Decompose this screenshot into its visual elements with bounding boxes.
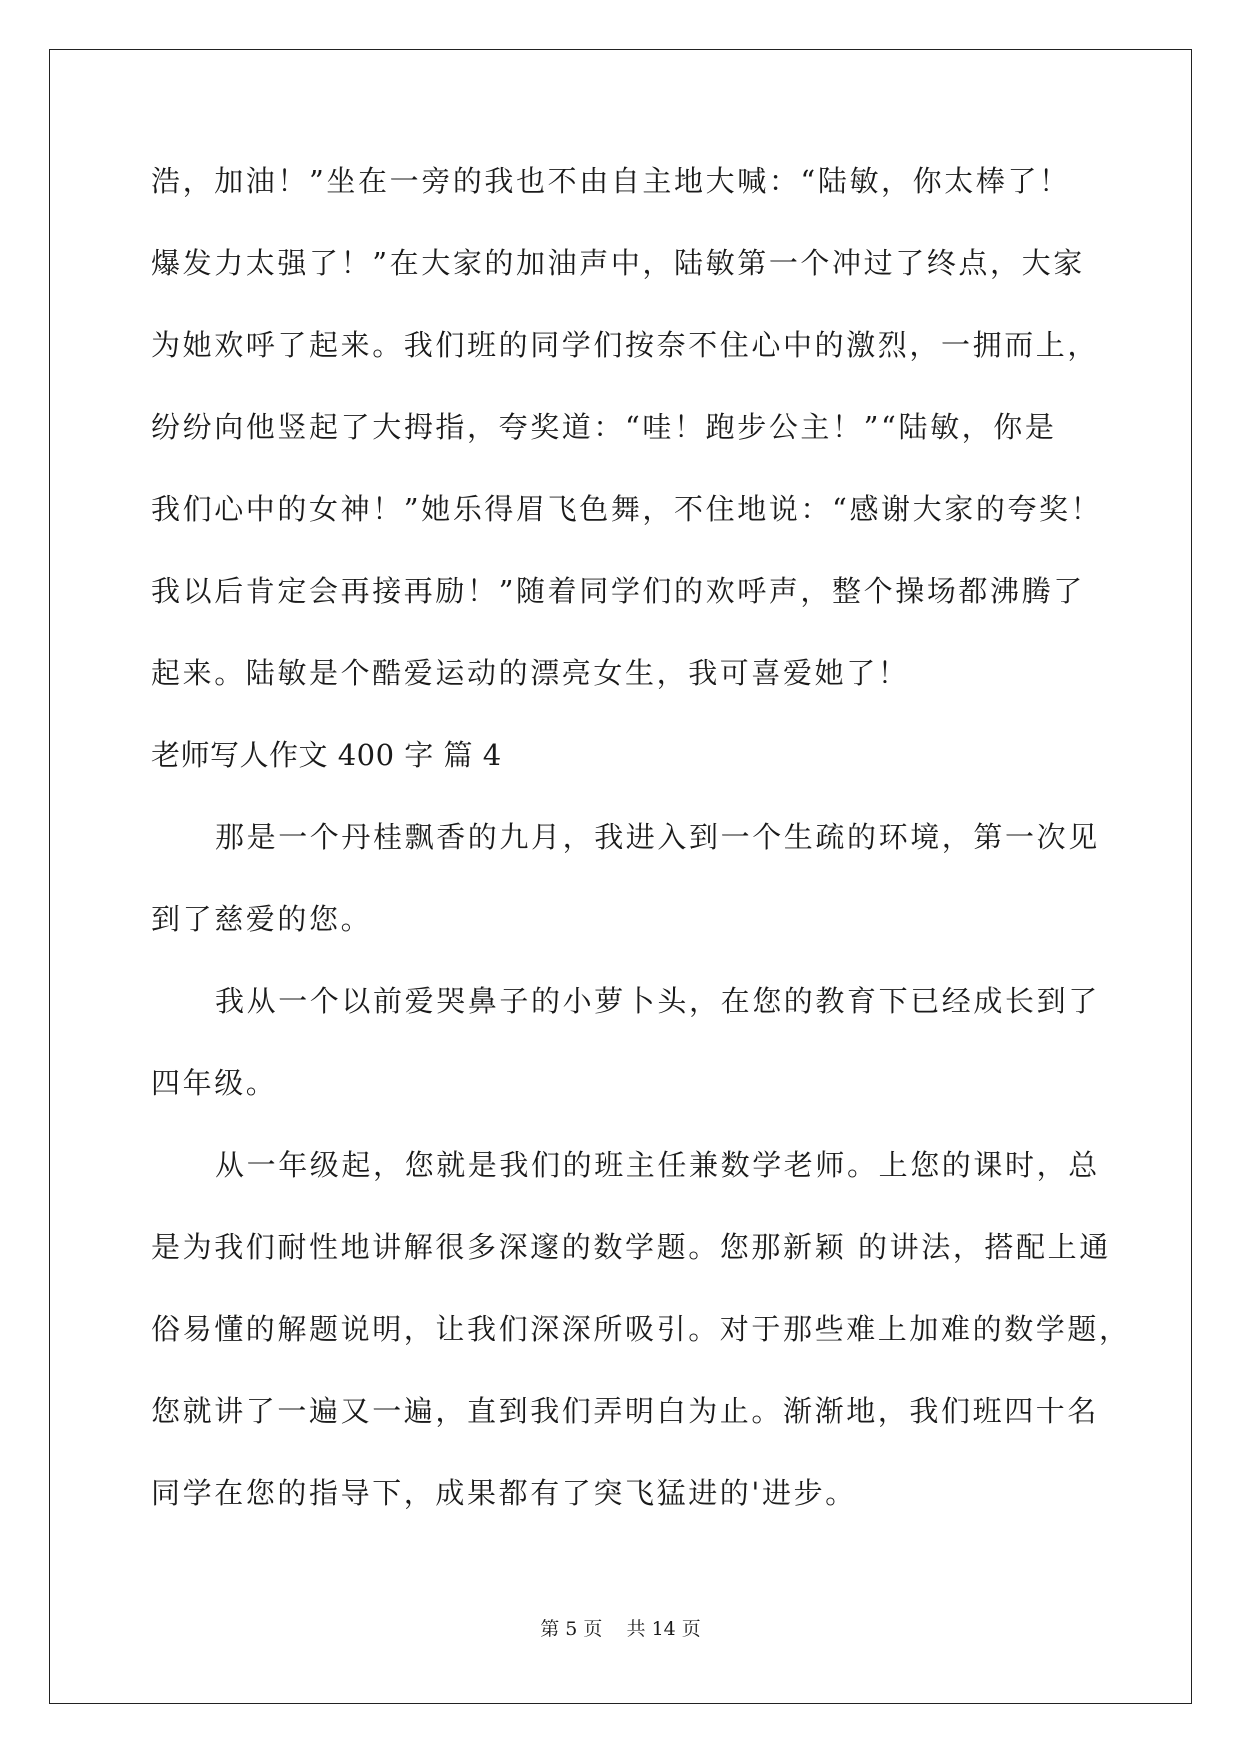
text-line: 您就讲了一遍又一遍，直到我们弄明白为止。渐渐地，我们班四十名	[151, 1394, 1100, 1428]
text-line: 同学在您的指导下，成果都有了突飞猛进的'进步。	[151, 1476, 857, 1510]
text-line: 起来。陆敏是个酷爱运动的漂亮女生，我可喜爱她了！	[151, 656, 910, 690]
text-line: 到了慈爱的您。	[151, 902, 373, 936]
paragraph-first-line: 从一年级起，您就是我们的班主任兼数学老师。上您的课时，总	[215, 1148, 1100, 1182]
paragraph-first-line: 我从一个以前爱哭鼻子的小萝卜头，在您的教育下已经成长到了	[215, 984, 1100, 1018]
section-heading: 老师写人作文 400 字 篇 4	[151, 738, 502, 772]
text-line: 爆发力太强了！”在大家的加油声中，陆敏第一个冲过了终点，大家	[151, 246, 1085, 280]
text-line: 为她欢呼了起来。我们班的同学们按奈不住心中的激烈，一拥而上，	[151, 328, 1100, 362]
document-body	[151, 155, 1131, 1549]
text-line: 我以后肯定会再接再励！”随着同学们的欢呼声，整个操场都沸腾了	[151, 574, 1085, 608]
text-line: 是为我们耐性地讲解很多深邃的数学题。您那新颖 的讲法，搭配上通	[151, 1230, 1111, 1264]
text-line: 浩，加油！”坐在一旁的我也不由自主地大喊：“陆敏，你太棒了！	[151, 164, 1071, 198]
paragraph-first-line: 那是一个丹桂飘香的九月，我进入到一个生疏的环境，第一次见	[215, 820, 1100, 854]
text-line: 俗易懂的解题说明，让我们深深所吸引。对于那些难上加难的数学题，	[151, 1312, 1131, 1346]
text-line: 我们心中的女神！”她乐得眉飞色舞，不住地说：“感谢大家的夸奖！	[151, 492, 1103, 526]
page-number: 第 5 页 共 14 页	[540, 1618, 701, 1640]
text-line: 四年级。	[151, 1066, 278, 1100]
text-line: 纷纷向他竖起了大拇指，夸奖道：“哇！跑步公主！”“陆敏，你是	[151, 410, 1057, 444]
